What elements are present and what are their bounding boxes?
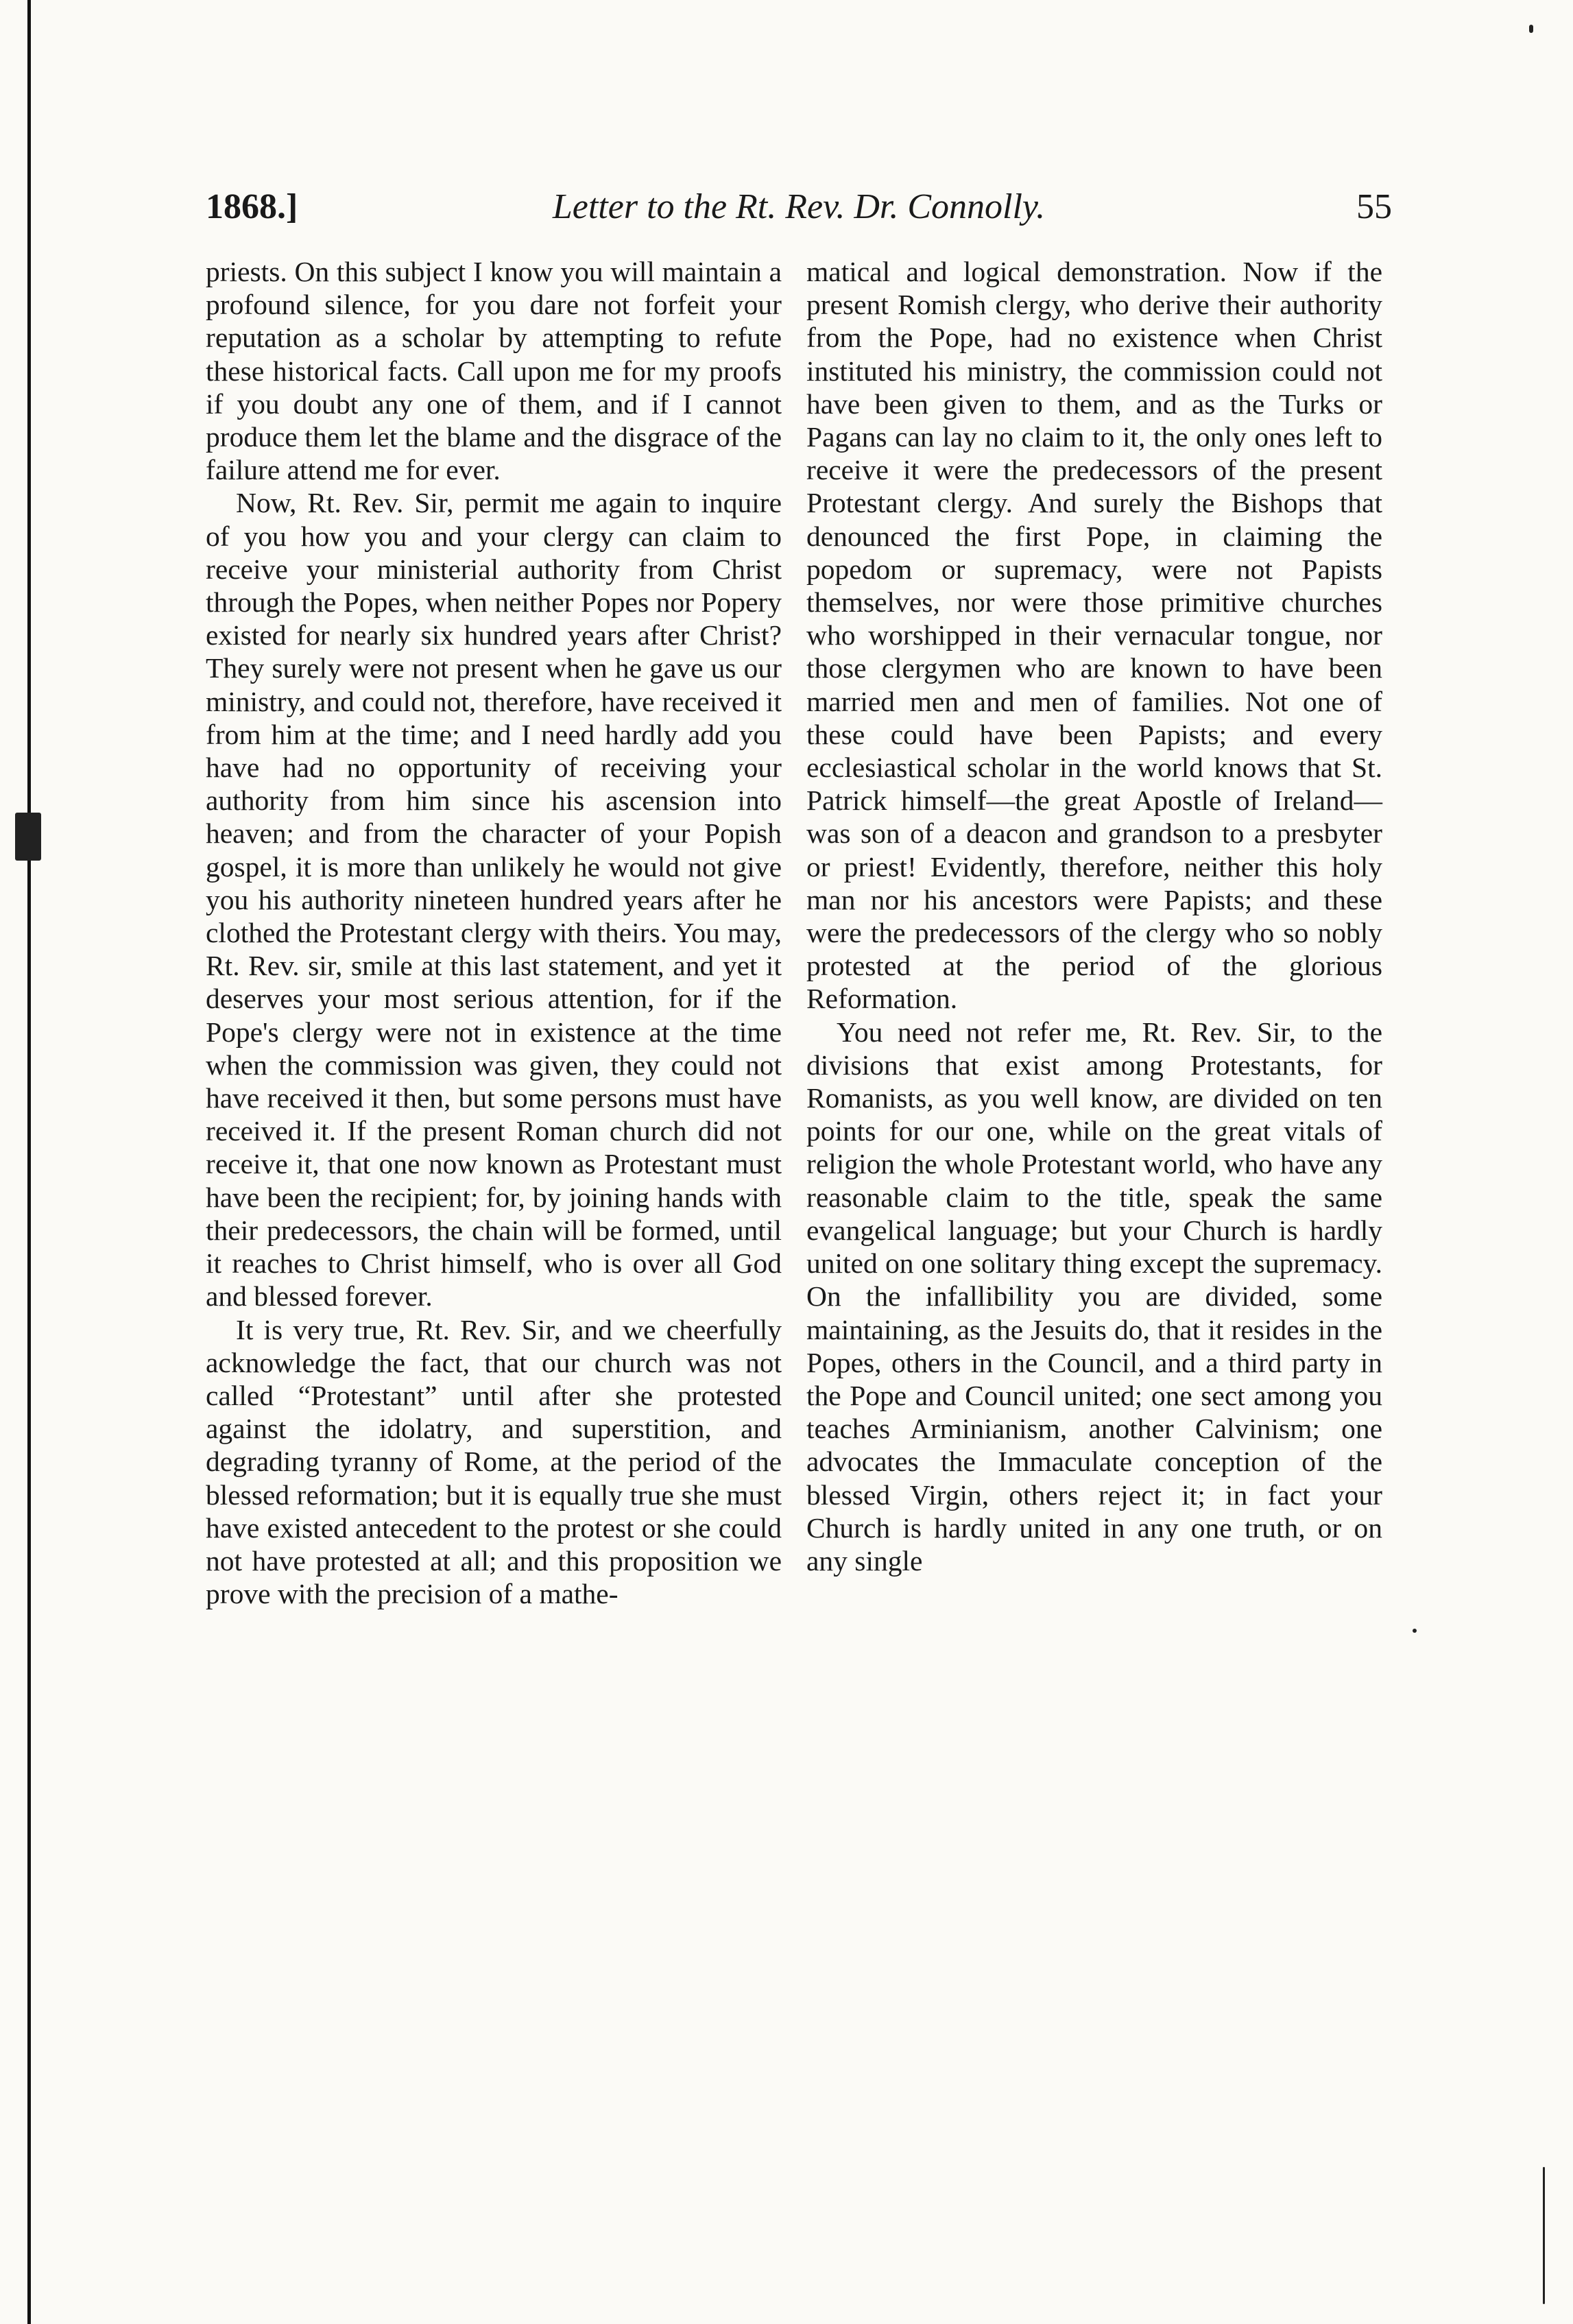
page-number: 55 bbox=[1356, 187, 1392, 226]
margin-mark bbox=[1413, 1629, 1417, 1633]
header-year: 1868.] bbox=[206, 187, 298, 226]
margin-mark bbox=[15, 813, 41, 861]
margin-mark bbox=[1529, 25, 1533, 33]
header-title: Letter to the Rt. Rev. Dr. Connolly. bbox=[552, 187, 1046, 226]
page-edge-line bbox=[27, 0, 31, 2324]
paragraph: You need not refer me, Rt. Rev. Sir, to the divisions that exist among Protestants, for Romanists, as you well know, are divided on ten points for our one, while on the great vitals of religion the whole Protestant world, who have any reasonable claim to the title, speak the same evangelical language; but your Church is hardly united on one solitary thing except the supremacy. On the infallibility you are divided, some maintaining, as the Jesuits do, that it resides in the Popes, others in the Council, and a third party in the Pope and Council united; one sect among you teaches Arminianism, another Calvinism; one advocates the Immaculate conception of the blessed Virgin, others reject it; in fact your Church is hardly united in any one truth, or on any single bbox=[806, 1016, 1382, 1577]
paragraph: priests. On this subject I know you will maintain a profound silence, for you dare not forfeit your reputation as a scholar by attempting to refute these historical facts. Call upon me for my proofs if you doubt any one of them, and if I cannot produce them let the blame and the disgrace of the failure attend me for ever. bbox=[206, 256, 782, 486]
running-head bbox=[206, 180, 1392, 235]
paragraph: Now, Rt. Rev. Sir, permit me again to inquire of you how you and your clergy can claim to receive your ministerial authority from Christ through the Popes, when neither Popes nor Popery existed for nearly six hundred years after Christ? They surely were not present when he gave us our ministry, and could not, therefore, have received it from him at the time; and I need hardly add you have had no opportunity of receiving your authority from him since his ascension into heaven; and from the character of your Popish gospel, it is more than unlikely he would not give you his authority nineteen hundred years after he clothed the Protestant clergy with theirs. You may, Rt. Rev. sir, smile at this last statement, and yet it deserves your most serious attention, for if the Pope's clergy were not in existence at the time when the commission was given, they could not have received it then, but some persons must have received it. If the present Roman church did not receive it, that one now known as Protestant must have been the recipient; for, by joining hands with their predecessors, the chain will be formed, until it reaches to Christ himself, who is over all God and blessed forever. bbox=[206, 487, 782, 1313]
paragraph: matical and logical demonstration. Now if the present Romish clergy, who derive their authority from the Pope, had no existence when Christ instituted his ministry, the commission could not have been given to them, and as the Turks or Pagans can lay no claim to it, the only ones left to receive it were the predecessors of the present Protestant clergy. And surely the Bishops that denounced the first Pope, in claiming the popedom or supremacy, were not Papists themselves, nor were those primitive churches who worshipped in their vernacular tongue, nor those clergymen who are known to have been married men and men of families. Not one of these could have been Papists; and every ecclesiastical scholar in the world knows that St. Patrick himself—the great Apostle of Ireland—was son of a deacon and grandson to a presbyter or priest! Evidently, therefore, neither this holy man nor his ancestors were Papists; and these were the predecessors of the clergy who so nobly protested at the period of the glorious Reformation. bbox=[806, 256, 1382, 1015]
left-column bbox=[206, 255, 782, 1610]
paragraph: It is very true, Rt. Rev. Sir, and we cheerfully acknowledge the fact, that our church was not called “Protestant” until after she protested against the idolatry, and superstition, and degrading tyranny of Rome, at the period of the blessed reformation; but it is equally true she must have existed antecedent to the protest or she could not have protested at all; and this proposition we prove with the precision of a mathe- bbox=[206, 1313, 782, 1610]
right-column bbox=[806, 255, 1382, 1577]
margin-mark bbox=[1543, 2167, 1545, 2304]
